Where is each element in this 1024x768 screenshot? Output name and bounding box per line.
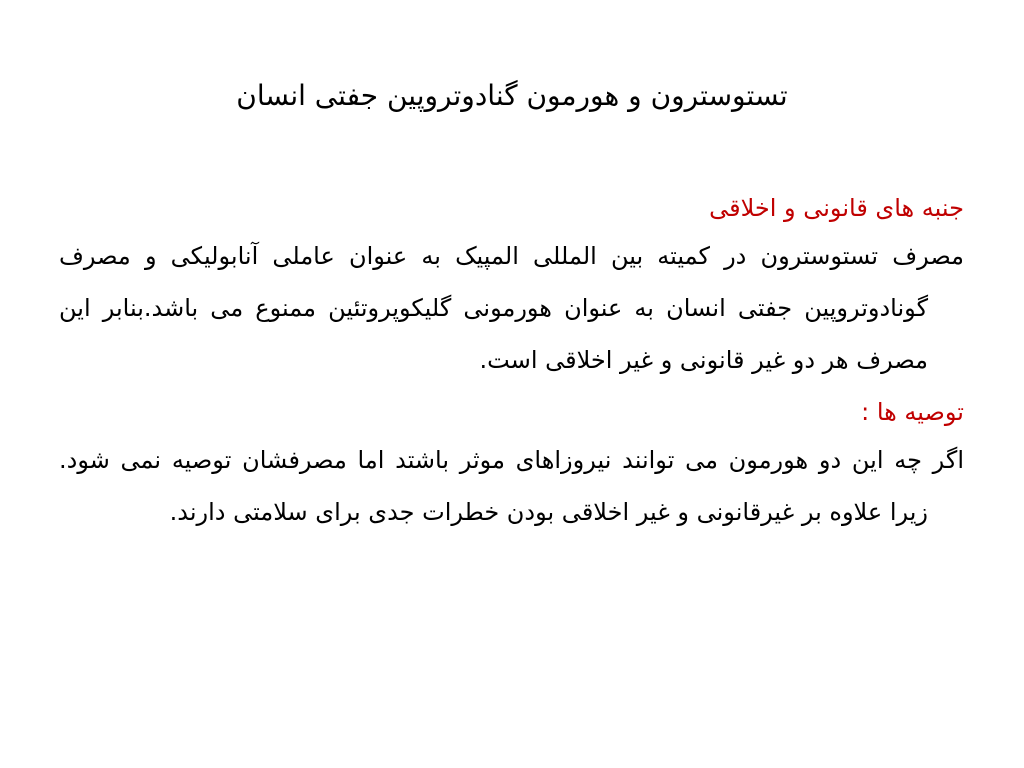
- slide-title: تستوسترون و هورمون گنادوتروپین جفتی انسان: [236, 79, 788, 112]
- section-legal-ethical: [59, 186, 964, 386]
- slide-content: [59, 186, 964, 542]
- section-recommendations: [59, 390, 964, 538]
- section-heading: جنبه های قانونی و اخلاقی: [709, 194, 964, 222]
- section-body: مصرف تستوسترون در کمیته بین المللی المپیک به عنوان عاملی آنابولیکی و مصرف گونادوتروپین جفتی انسان به عنوان هورمونی گلیکوپروتئین ممنوع می باشد.بنابر این مصرف هر دو غیر قانونی و غیر اخلاقی است.: [59, 242, 964, 374]
- section-heading: توصیه ها :: [861, 398, 964, 426]
- section-body: اگر چه این دو هورمون می توانند نیروزاهای موثر باشتد اما مصرفشان توصیه نمی شود. زیرا علاوه بر غیرقانونی و غیر اخلاقی بودن خطرات جدی برای سلامتی دارند.: [59, 446, 964, 526]
